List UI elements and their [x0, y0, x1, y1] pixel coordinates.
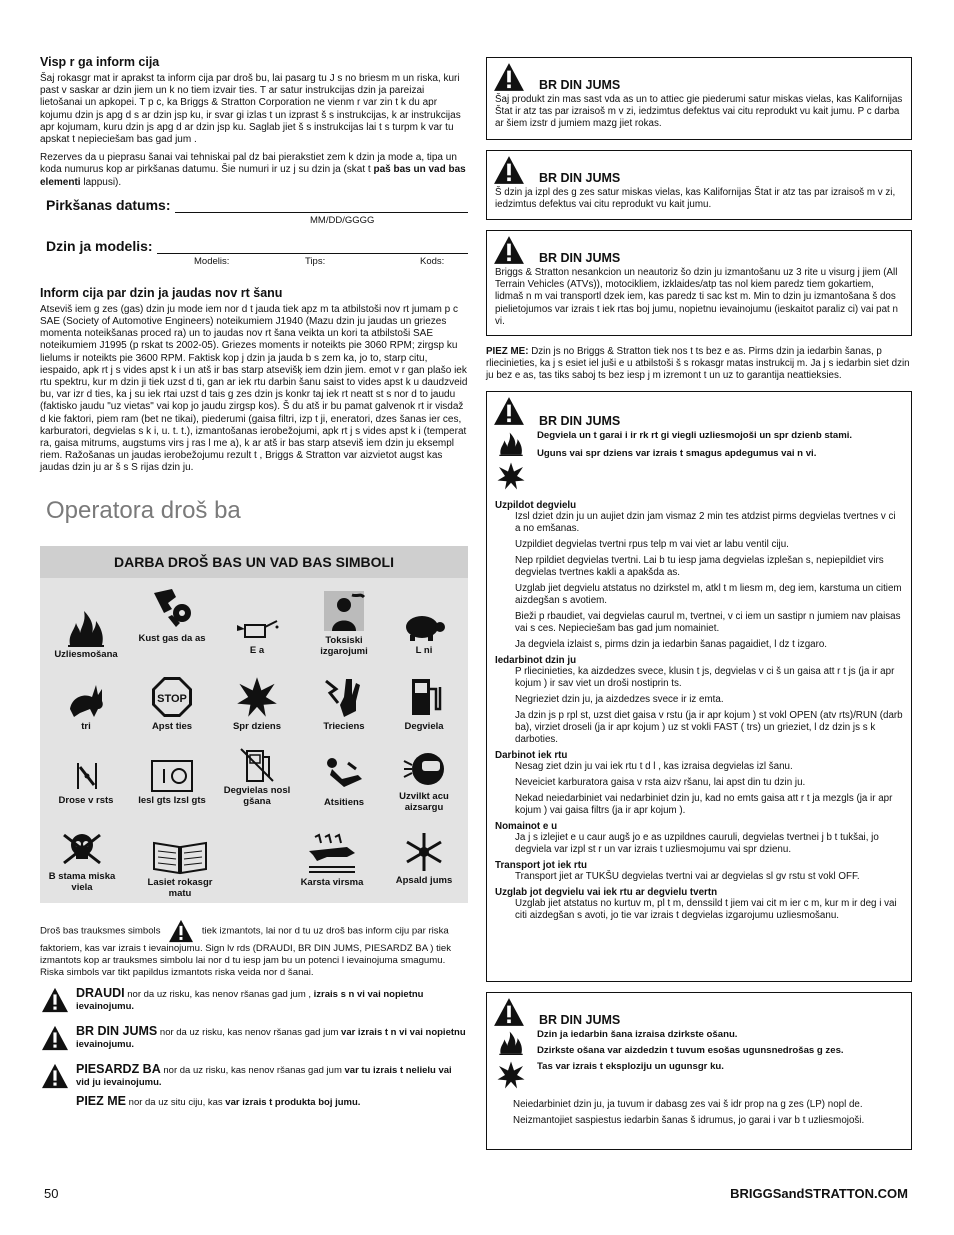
warning-box-spark: BR DIN JUMS Dzin ja iedarbin šana izraisa dzirkste ošanu. Dzirkste ošana var aizdedzin t tuvum esošas ugunsnedrošas g zes. Tas var izrais t eksploziju un ugunsgr ku. Neiedarbiniet dzin ju, ja tuvum ir dabasg zes vai š idr prop na g zes (LP) nopl de. Neizmantojiet saspiestus iedarbin šanas š idrumus, jo garai i var b t uzliesmojoši. [486, 992, 912, 1150]
intro-heading: Visp r ga inform cija [40, 55, 160, 69]
fuel-section-item: Nesag ziet dzin ju vai iek rtu t d l , kas izraisa degvielas izl šanu. [515, 760, 793, 772]
fuel-section-heading: Nomainot e u [495, 820, 558, 832]
on-off-icon [150, 759, 194, 793]
shock-icon [322, 675, 366, 719]
fuel-section-item: Uzglab jiet degvielu atstatus no dzirkstel m, atkl t m liesm m, deg iem, karstuma un citiem aizdegšan s avotiem. [515, 582, 902, 606]
warning-triangle-icon [40, 987, 70, 1013]
stop-icon [150, 675, 194, 719]
fuel-pump-icon [402, 675, 446, 719]
brand-url: BRIGGSandSTRATTON.COM [730, 1186, 908, 1201]
explosion-icon [495, 1060, 527, 1090]
warning-triangle-icon [40, 1025, 70, 1051]
symbol-on-off: Iesl gts Izsl gts [130, 759, 214, 806]
fuel-section-item: Ja j s izlejiet e u caur augš jo e as uzpildnes cauruli, degvielas tvertnei j b t tukšai, jo degviela var izpl st r un var izrais t uzliesmojumu vai spr dzienu. [515, 831, 879, 855]
fire-icon [64, 607, 108, 647]
symbol-oil: E a [215, 613, 299, 656]
warning-box-2: BR DIN JUMS Š dzin ja izpl des g zes satur miskas vielas, kas Kalifornijas Štat ir atz tas par izraisoš m v zi, iedzimtus defektus vai citu reprodukt vu kait jumu. [486, 150, 912, 220]
symbol-toxic-fumes: Toksiski izgarojumi [302, 589, 386, 657]
engine-model-field [40, 238, 468, 254]
model-sub-labels [40, 256, 468, 270]
page-number: 50 [44, 1186, 59, 1201]
signal-caution: PIESARDZ BA nor da uz risku, kas nenov ršanas gad jum var tu izrais t nelielu vai vid ju ievainojumu. [40, 1063, 468, 1093]
svg-text:STOP: STOP [157, 692, 187, 705]
fuel-section-heading: Transport jot iek rtu [495, 859, 587, 871]
power-paragraph: Atseviš iem g zes (gas) dzin ju mode iem nor d t jauda tiek apz m ta atbilstoši nov rt jumam p c SAE (Society of Automotive Engineers) noteikumiem J1940 (Mazu dzin ju jaudas un griezes momenta noteikšanas proced ra) un to jaudas nov rt šana veikta un kori ta atbilstoši SAE noteikumiem J1995 (p rskat ts 2002-05). Griezes moments ir noteikts pie 3060 RPM; zirgsp ku lielums ir noteikts pie 3600 RPM. Faktisk kop j dzin ja jauda b s zem ka, jo to, starp citu, iespaido, apk rt j s vides apst k i un atš ir bas starp atsevišķ iem dzin jiem. emot v r gan plašo iek rtu spektru, kur m dzin ji tiek uzst d ti, gan ar iek rtu darbin šanu saist to vides apst k u daudzveid bu, var izr d ties, ka j su iek rtai uzst d tais g zes dzin js konkr taj iek rt neatt st s nor d to jaudu (faktisko jaudu "uz vietas" vai kop jo jaudu zirgsp kos). Š du atš ir bu pamat galvenok rt ir visdaž d kie faktori, piem ram (bet ne tikai), piederumi (gaisa filtri, izp t ji, eneratori, dzes šanas ier ces, karburatori, degvielas s k i, u. t. t.), izmantošanas ierobežojumi, apk rt j s vides apst k i (temperat ra, gaisa mitrums, augstums virs j ras l me a), k ar atš ir bas starp atseviš iem dzin ju eksempl riem. Ražošanas un jaudas ierobežojumu rezult t , Briggs & Stratton var aizvietot augst kas jaudas dzin ju ar š s S rijas dzin ju. [40, 303, 468, 474]
symbol-kickback: Atsitiens [302, 755, 386, 808]
engine-model-label: Dzin ja modelis: [46, 237, 153, 254]
fuel-section-heading: Iedarbinot dzin ju [495, 654, 577, 666]
purchase-date-label: Pirkšanas datums: [46, 196, 171, 213]
intro-paragraph-2: Rezerves da u pieprasu šanai vai tehniskai pal dz bai pierakstiet zem k dzin ja mode a, tipa un koda numurus kop ar pirkšanas datumu. Šie numuri ir uz j su dzin ja (skat t paš bas un vad bas elementi lappusi). [40, 152, 466, 188]
fuel-section-heading: Darbinot iek rtu [495, 749, 568, 761]
fuel-section-item: Transport jiet ar TUKŠU degvielas tvertni vai ar degvielas sl gv rstu st vokl OFF. [515, 870, 860, 882]
signal-notice: PIEZ ME nor da uz situ ciju, kas var izrais t produkta boj jumu. [76, 1094, 361, 1109]
warning-triangle-icon [493, 396, 525, 426]
symbol-moving-parts: Kust gas da as [130, 587, 214, 644]
fuel-section-item: Uzglab jiet atstatus no kurtuv m, pl t m, denssild t jiem vai cit m ier c m, kur m ir deg i vai citi aizdegšan s avoti, jo tie var izrais t degvielas izgarojumu uzliesmošanu. [515, 897, 897, 921]
purchase-date-field [40, 197, 468, 213]
fuel-section-item: Negrieziet dzin ju, ja aizdedzes svece ir iz emta. [515, 693, 724, 705]
symbol-toxic-chemical: B stama miska viela [40, 829, 124, 893]
warning-box-1: BR DIN JUMS Šaj produkt zin mas sast vda as un to attiec gie piederumi satur miskas vielas, kas Kalifornijas Štat ir atz tas par izraisoš m v zi, iedzimtus defektus vai citu reprodukt vu kait jumu. P c darba ar šiem izstr d jumiem mazg jiet rokas. [486, 57, 912, 140]
symbol-choke: Drose v rsts [44, 759, 128, 806]
engine-model-line[interactable] [157, 240, 468, 254]
spark-item: Neiedarbiniet dzin ju, ja tuvum ir dabasg zes vai š idr prop na g zes (LP) nopl de. [513, 1098, 863, 1110]
fuel-section-item: Nekad neiedarbiniet vai nedarbiniet dzin ju, kad no emts gaisa att r t ja mezgls (ja ir apr kojum ) vai gaisa filtrs (ja ir apr kojum ). [515, 792, 893, 816]
oil-can-icon [235, 613, 279, 643]
rabbit-icon [64, 679, 108, 719]
warning-triangle-icon [493, 997, 525, 1027]
date-format-hint: MM/DD/GGGG [310, 214, 375, 226]
fuel-section-item: Neveiciet karburatora gaisa v rsta aizv ršanu, lai apst din tu dzin ju. [515, 776, 806, 788]
type-sub-label: Tips: [305, 255, 326, 267]
symbols-heading: DARBA DROŠ BAS UN VAD BAS SIMBOLI [40, 543, 468, 578]
warning-box-fuel: BR DIN JUMS Degviela un t garai i ir rk rt gi viegli uzliesmojoši un spr dzienb stami. Uguns vai spr dziens var izrais t smagus apdegumus vai n vi. Uzpildot degvielu Izsl dziet dzin ju un aujiet dzin jam vismaz 2 min tes atdzist pirms degvielas tvertnes v ci a no emšanas. Uzpildiet degvielas tvertni rpus telp m vai viet ar labu ventil ciju. Nep rpildiet degvielas tvertni. Lai b tu iesp jama degvielas izplešan s, nepiepildiet virs degvielas tvertnes kakli a apakšda as. Uzglab jiet degvielu atstatus no dzirkstel m, atkl t m liesm m, deg iem, karstuma un citiem aizdegšan s avotiem. Bieži p rbaudiet, vai degvielas caurul m, tvertnei, v ci iem un sastipr n jumiem nav plaisas vai s ces. Nepieciešam bas gad jum nomainiet. Ja degviela izlaist s, pirms dzin ja iedarbin šanas pagaidiet, l dz t izgaro. Iedarbinot dzin ju P rliecinieties, ka aizdedzes svece, klusin t js, degvielas v ci š un gaisa att r t js (ja ir apr kojum ) ir sav viet un droši nostiprin ts. Negrieziet dzin ju, ja aizdedzes svece ir iz emta. Ja dzin js p rpl st, uzst diet gaisa v rstu (ja ir apr kojum ) st vokl OPEN (atv rts)/RUN (darb ba), virziet droseli (ja ir apr kojum ) uz st vokli FAST ( trs) un grieziet, l dz dzin js s k darboties. Darbinot iek rtu Nesag ziet dzin ju vai iek rtu t d l , kas izraisa degvielas izl šanu. Neveiciet karburatora gaisa v rsta aizv ršanu, lai apst din tu dzin ju. Nekad neiedarbiniet vai nedarbiniet dzin ju, kad no emts gaisa att r t ja mezgls (ja ir apr kojum ) vai gaisa filtrs (ja ir apr kojum ). Nomainot e u Ja j s izlejiet e u caur augš jo e as uzpildnes cauruli, degvielas tvertnei j b t tukšai, jo degviela var izpl st r un var izrais t uzliesmojumu vai spr dzienu. Transport jot iek rtu Transport jiet ar TUKŠU degvielas tvertni vai ar degvielas sl gv rstu st vokl OFF. Uzglab jot degvielu vai iek rtu ar degvielu tvertn Uzglab jiet atstatus no kurtuv m, pl t m, denssild t jiem vai cit m ier c m, kur m ir deg i vai citi aizdegšan s avoti, jo tie var izrais t degvielas izgarojumu uzliesmošanu. [486, 391, 912, 982]
warning-box-3: BR DIN JUMS Briggs & Stratton nesankcion un neautoriz šo dzin ju izmantošanu uz 3 rite u visurg j jiem (All Terrain Vehicles (ATVs)), motocikliem, izklaides/atp tas nol kiem paredz tiem gokartiem, lidmaš n m vai transportl dzek iem, kas paredz ti sac kst m. Min to dzin ju izmantošana š dos pielietojumos var izrais t iek rtas boj jumu, nopietnu ievainojumu (ieskaitot paraliz ci) vai pat n vi. [486, 230, 912, 336]
warning-triangle-icon [493, 62, 525, 92]
model-sub-label: Modelis: [194, 255, 230, 267]
symbol-explosion: Spr dziens [215, 675, 299, 732]
symbol-fuel-shutoff: Degvielas nosl gšana [215, 747, 299, 807]
symbol-fire: Uzliesmošana [44, 607, 128, 660]
intro-bold-ref: paš bas un vad bas elementi [40, 164, 466, 188]
turtle-icon [402, 609, 446, 643]
fuel-section-heading: Uzpildot degvielu [495, 499, 577, 511]
symbol-fuel: Degviela [382, 675, 466, 732]
fuel-section-item: Ja dzin js p rpl st, uzst diet gaisa v rstu (ja ir apr kojum ) st vokl OPEN (atv rts)/RUN (darb ba), virziet droseli (ja ir apr kojum ) uz st vokli FAST ( trs) un grieziet, l dz dzin js s k darboties. [515, 709, 903, 745]
book-icon [150, 839, 210, 875]
toxic-fumes-icon [322, 589, 366, 633]
symbol-eye-protection: Uzvilkt acu aizsargu [382, 749, 466, 813]
warning-triangle-icon [40, 1063, 70, 1089]
hot-surface-icon [307, 833, 357, 875]
signal-warning: BR DIN JUMS nor da uz risku, kas nenov ršanas gad jum var izrais t n vi vai nopietnu ievainojumu. [40, 1025, 468, 1055]
power-heading: Inform cija par dzin ja jaudas nov rt šanu [40, 285, 283, 300]
fire-icon [495, 430, 527, 456]
safety-alert-icon [167, 919, 195, 943]
kickback-icon [322, 755, 366, 795]
purchase-date-line[interactable] [175, 199, 469, 213]
fuel-shutoff-icon [235, 747, 279, 783]
right-column [486, 57, 912, 1160]
symbols-panel [40, 543, 468, 903]
fuel-section-item: Bieži p rbaudiet, vai degvielas caurul m, tvertnei, v ci iem un sastipr n jumiem nav plaisas vai s ces. Nepieciešam bas gad jum nomainiet. [515, 610, 901, 634]
symbol-hot-surface: Karsta virsma [282, 833, 382, 888]
left-column [40, 55, 468, 1109]
symbol-fast: tri [44, 679, 128, 732]
moving-parts-icon [150, 587, 194, 631]
symbol-slow: L ni [382, 609, 466, 656]
alert-intro: Droš bas trauksmes simbols tiek izmantots, lai nor d tu uz droš bas inform ciju par riska faktoriem, kas var izrais t ievainojumu. Sign lv rds (DRAUDI, BR DIN JUMS, PIESARDZ BA ) tiek izmantots kop ar trauksmes simbolu lai nor d tu iesp jam bu un potenci l ievainojuma smagumu. Riska simbols var tikt papildus izmantots riska veida nor d šanai. [40, 919, 468, 980]
warning-triangle-icon [493, 235, 525, 265]
symbol-read-manual: Lasiet rokasgr matu [138, 839, 222, 899]
fuel-section-item: Izsl dziet dzin ju un aujiet dzin jam vismaz 2 min tes atdzist pirms degvielas tvertnes v ci a no emšanas. [515, 510, 896, 534]
eye-protection-icon [402, 749, 446, 789]
skull-icon [60, 829, 104, 869]
fuel-sections [495, 500, 903, 922]
fuel-section-item: Ja degviela izlaist s, pirms dzin ja iedarbin šanas pagaidiet, l dz t izgaro. [515, 638, 828, 650]
code-sub-label: Kods: [420, 255, 445, 267]
fuel-section-item: Uzpildiet degvielas tvertni rpus telp m vai viet ar labu ventil ciju. [515, 538, 789, 550]
warning-triangle-icon [493, 155, 525, 185]
symbol-frostbite: Apsald jums [382, 831, 466, 886]
fuel-section-heading: Uzglab jot degvielu vai iek rtu ar degvielu tvertn [495, 886, 718, 898]
spark-item: Neizmantojiet saspiestus iedarbin šanas š idrumus, jo garai i var b t uzliesmojoši. [513, 1114, 865, 1126]
snowflake-icon [402, 831, 446, 873]
choke-icon [64, 759, 108, 793]
fuel-section-item: Nep rpildiet degvielas tvertni. Lai b tu iesp jama degvielas izplešan s, nepiepildiet virs degvielas tvertnes kakli a apakšda as. [515, 554, 884, 578]
fire-icon [495, 1029, 527, 1055]
operator-safety-title: Operatora droš ba [46, 496, 241, 524]
intro-paragraph: Šaj rokasgr mat ir aprakst ta inform cija par droš bu, lai pasarg tu J s no briesm m un riska, kuri past v saskar ar dzin jiem un k no tiem izvair ties. T ar satur instrukcijas dzin ja pareizai lietošanai un apkopei. T p c, ka Briggs & Stratton Corporation ne vienm r var zin t k du apr kojumu dzin js apg d s ar dzin jsp ku, ir svar gi izlas t un izprast š s instrukcijas, k ar instrukcijas apr kojumam, kuru dzin js apg d ar dzin jsp ku. Saglab jiet š s instrukcijas lai t s turpm k var tu apskat t nepieciešam bas gad jum . [40, 73, 461, 146]
explosion-icon [235, 675, 279, 719]
notice-paragraph: PIEZ ME: Dzin js no Briggs & Stratton tiek nos t ts bez e as. Pirms dzin ja iedarbin šanas, p rliecinieties, ka j s esiet iel juši e u atbilstoši š s rokasgr matas instrukcij m. Ja j s iedarbin siet dzin ju bez e as, tas tiks saboj ts bez iesp j m izremont t un uz to garantija neattieksies. [486, 346, 910, 382]
explosion-icon [495, 461, 527, 491]
symbol-shock: Trieciens [302, 675, 386, 732]
symbol-stop: STOP Apst ties [130, 675, 214, 732]
signal-danger: DRAUDI nor da uz risku, kas nenov ršanas gad jum , izrais s n vi vai nopietnu ievainojumu. [40, 987, 468, 1017]
fuel-section-item: P rliecinieties, ka aizdedzes svece, klusin t js, degvielas v ci š un gaisa att r t js (ja ir apr kojum ) ir sav viet un droši nostiprin ts. [515, 665, 895, 689]
